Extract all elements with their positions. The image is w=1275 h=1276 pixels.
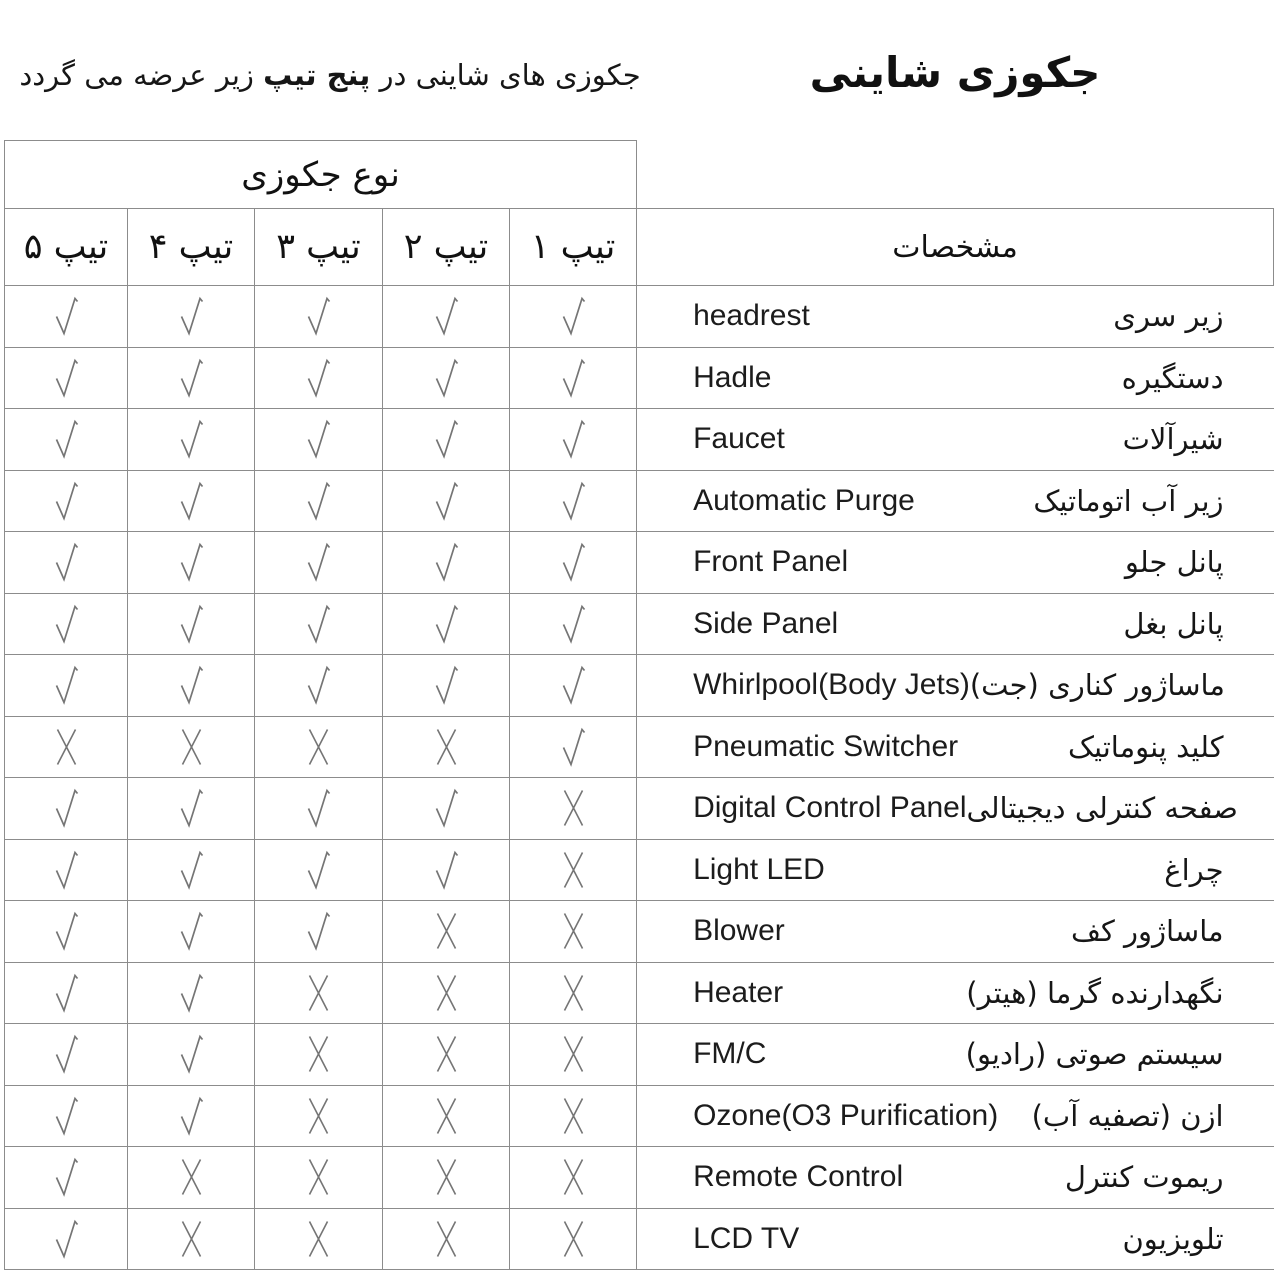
check-icon [178, 602, 205, 646]
availability-cell-type5 [5, 655, 128, 717]
cross-icon [178, 725, 205, 769]
feature-cell [637, 1024, 1274, 1086]
feature-cell-inner [637, 1037, 1274, 1071]
availability-cell-type5 [5, 962, 128, 1024]
availability-cell-type5 [5, 1024, 128, 1086]
feature-cell-inner [637, 914, 1274, 948]
feature-name-fa: زیر آب اتوماتیک [1033, 483, 1224, 518]
check-icon [433, 479, 460, 523]
cross-icon [560, 848, 587, 892]
check-icon [53, 971, 80, 1015]
availability-cell-type4 [128, 962, 255, 1024]
availability-cell-type3 [255, 901, 383, 963]
check-icon [560, 540, 587, 584]
feature-name-en: Ozone(O3 Purification) [693, 1098, 999, 1132]
feature-cell [637, 778, 1274, 840]
check-icon [433, 294, 460, 338]
cross-icon [433, 1032, 460, 1076]
table-row [5, 655, 1274, 717]
availability-cell-type5 [5, 901, 128, 963]
availability-cell-type3 [255, 962, 383, 1024]
table-row [5, 716, 1274, 778]
cross-icon [433, 1094, 460, 1138]
feature-name-fa: چراغ [1164, 852, 1224, 887]
table-row [5, 1085, 1274, 1147]
availability-cell-type5 [5, 532, 128, 594]
feature-cell [637, 655, 1274, 717]
check-icon [53, 1032, 80, 1076]
feature-cell [637, 716, 1274, 778]
availability-cell-type3 [255, 347, 383, 409]
cross-icon [433, 725, 460, 769]
feature-cell-inner [637, 422, 1274, 456]
column-header-row [5, 209, 1274, 286]
feature-name-fa: ماساژور کف [1071, 914, 1224, 949]
cross-icon [560, 909, 587, 953]
check-icon [433, 786, 460, 830]
feature-name-en: Light LED [693, 852, 825, 886]
availability-cell-type4 [128, 716, 255, 778]
availability-cell-type5 [5, 409, 128, 471]
type-header-type1: تیپ ۱ [510, 209, 637, 286]
availability-cell-type3 [255, 470, 383, 532]
availability-cell-type1 [510, 347, 637, 409]
feature-cell-inner [637, 545, 1274, 579]
check-icon [305, 294, 332, 338]
availability-cell-type4 [128, 901, 255, 963]
feature-name-fa: ریموت کنترل [1064, 1160, 1224, 1195]
check-icon [178, 786, 205, 830]
cross-icon [560, 1155, 587, 1199]
availability-cell-type4 [128, 1085, 255, 1147]
check-icon [433, 356, 460, 400]
check-icon [560, 725, 587, 769]
check-icon [178, 1094, 205, 1138]
feature-name-fa: تلویزیون [1122, 1221, 1224, 1256]
availability-cell-type2 [383, 1024, 510, 1086]
availability-cell-type5 [5, 593, 128, 655]
feature-cell [637, 409, 1274, 471]
availability-cell-type2 [383, 839, 510, 901]
availability-cell-type4 [128, 409, 255, 471]
feature-cell [637, 962, 1274, 1024]
check-icon [178, 1032, 205, 1076]
table-row [5, 470, 1274, 532]
availability-cell-type1 [510, 962, 637, 1024]
availability-cell-type1 [510, 532, 637, 594]
cross-icon [560, 1032, 587, 1076]
availability-cell-type5 [5, 839, 128, 901]
availability-cell-type1 [510, 1147, 637, 1209]
group-header-row [5, 141, 1274, 209]
availability-cell-type3 [255, 839, 383, 901]
cross-icon [560, 1094, 587, 1138]
availability-cell-type3 [255, 1024, 383, 1086]
availability-cell-type2 [383, 778, 510, 840]
specs-header-cell: مشخصات [637, 209, 1274, 286]
check-icon [53, 356, 80, 400]
cross-icon [305, 1155, 332, 1199]
feature-name-fa: شیرآلات [1122, 422, 1224, 457]
availability-cell-type5 [5, 716, 128, 778]
table-row [5, 962, 1274, 1024]
feature-name-en: Heater [693, 975, 784, 1009]
availability-cell-type2 [383, 716, 510, 778]
check-icon [53, 848, 80, 892]
availability-cell-type2 [383, 470, 510, 532]
availability-cell-type1 [510, 1024, 637, 1086]
availability-cell-type5 [5, 778, 128, 840]
feature-name-en: FM/C [693, 1037, 767, 1071]
availability-cell-type5 [5, 347, 128, 409]
type-header-type5: تیپ ۵ [5, 209, 128, 286]
cross-icon [560, 1217, 587, 1261]
availability-cell-type4 [128, 655, 255, 717]
check-icon [305, 479, 332, 523]
check-icon [178, 356, 205, 400]
availability-cell-type5 [5, 286, 128, 348]
check-icon [560, 294, 587, 338]
feature-cell [637, 470, 1274, 532]
check-icon [433, 602, 460, 646]
check-icon [305, 417, 332, 461]
feature-name-en: Automatic Purge [693, 483, 915, 517]
cross-icon [53, 725, 80, 769]
feature-cell-inner [637, 730, 1274, 764]
availability-cell-type3 [255, 716, 383, 778]
feature-cell-inner [637, 1099, 1274, 1133]
availability-cell-type2 [383, 593, 510, 655]
feature-name-fa: دستگیره [1121, 360, 1224, 395]
feature-cell [637, 839, 1274, 901]
availability-cell-type3 [255, 286, 383, 348]
feature-cell [637, 1085, 1274, 1147]
feature-cell [637, 286, 1274, 348]
feature-name-en: Remote Control [693, 1160, 904, 1194]
availability-cell-type1 [510, 470, 637, 532]
availability-cell-type3 [255, 1085, 383, 1147]
check-icon [178, 540, 205, 584]
check-icon [53, 786, 80, 830]
feature-name-fa: ماساژور کناری (جت) [969, 668, 1225, 703]
feature-cell-inner [637, 361, 1274, 395]
check-icon [178, 417, 205, 461]
cross-icon [178, 1155, 205, 1199]
feature-name-fa: سیستم صوتی (رادیو) [965, 1037, 1224, 1072]
availability-cell-type4 [128, 839, 255, 901]
check-icon [53, 417, 80, 461]
feature-name-en: Faucet [693, 422, 785, 456]
feature-name-en: Front Panel [693, 545, 849, 579]
feature-name-fa: نگهدارنده گرما (هیتر) [966, 975, 1224, 1010]
availability-cell-type3 [255, 409, 383, 471]
check-icon [305, 663, 332, 707]
phantom-cell [637, 141, 1274, 209]
feature-name-en: Hadle [693, 360, 772, 394]
feature-name-fa: پانل جلو [1124, 545, 1224, 580]
availability-cell-type2 [383, 962, 510, 1024]
check-icon [53, 663, 80, 707]
availability-cell-type5 [5, 1147, 128, 1209]
availability-cell-type2 [383, 655, 510, 717]
feature-name-fa: پانل بغل [1123, 606, 1224, 641]
availability-cell-type4 [128, 1147, 255, 1209]
availability-cell-type2 [383, 532, 510, 594]
feature-cell [637, 347, 1274, 409]
availability-cell-type2 [383, 1147, 510, 1209]
feature-name-fa: کلید پنوماتیک [1068, 729, 1224, 764]
availability-cell-type4 [128, 778, 255, 840]
availability-cell-type3 [255, 778, 383, 840]
availability-cell-type1 [510, 409, 637, 471]
feature-cell-inner [637, 1160, 1274, 1194]
check-icon [560, 417, 587, 461]
table-row [5, 778, 1274, 840]
table-row [5, 839, 1274, 901]
availability-cell-type4 [128, 532, 255, 594]
availability-cell-type2 [383, 286, 510, 348]
check-icon [305, 909, 332, 953]
availability-cell-type3 [255, 593, 383, 655]
check-icon [433, 417, 460, 461]
availability-cell-type1 [510, 901, 637, 963]
jacuzzi-types-table [4, 140, 1274, 1270]
cross-icon [433, 909, 460, 953]
feature-cell [637, 1147, 1274, 1209]
availability-cell-type4 [128, 470, 255, 532]
type-header-type2: تیپ ۲ [383, 209, 510, 286]
availability-cell-type1 [510, 716, 637, 778]
availability-cell-type1 [510, 286, 637, 348]
availability-cell-type4 [128, 347, 255, 409]
table-row [5, 901, 1274, 963]
table-row [5, 1147, 1274, 1209]
feature-cell-inner [637, 668, 1274, 702]
group-header-cell: نوع جکوزی [5, 141, 637, 209]
feature-cell-inner [637, 299, 1274, 333]
feature-cell [637, 1208, 1274, 1270]
type-header-type4: تیپ ۴ [128, 209, 255, 286]
check-icon [305, 356, 332, 400]
availability-cell-type3 [255, 532, 383, 594]
feature-cell-inner [637, 1222, 1274, 1256]
feature-name-en: Whirlpool(Body Jets) [693, 668, 970, 702]
table-row [5, 286, 1274, 348]
feature-cell [637, 593, 1274, 655]
check-icon [178, 294, 205, 338]
check-icon [178, 848, 205, 892]
availability-cell-type3 [255, 1208, 383, 1270]
availability-cell-type2 [383, 1208, 510, 1270]
availability-cell-type4 [128, 1024, 255, 1086]
check-icon [178, 971, 205, 1015]
availability-cell-type4 [128, 286, 255, 348]
feature-name-fa: صفحه کنترلی دیجیتالی [966, 791, 1238, 826]
check-icon [305, 602, 332, 646]
check-icon [53, 479, 80, 523]
check-icon [178, 479, 205, 523]
cross-icon [305, 1094, 332, 1138]
availability-cell-type2 [383, 901, 510, 963]
check-icon [305, 540, 332, 584]
check-icon [433, 848, 460, 892]
check-icon [53, 294, 80, 338]
feature-cell-inner [637, 484, 1274, 518]
check-icon [53, 540, 80, 584]
table-row [5, 1024, 1274, 1086]
subtitle-prefix: جکوزی های شاینی در [370, 58, 641, 92]
feature-cell-inner [637, 607, 1274, 641]
table-row [5, 347, 1274, 409]
cross-icon [305, 725, 332, 769]
feature-cell-inner [637, 791, 1274, 825]
availability-cell-type1 [510, 778, 637, 840]
check-icon [433, 663, 460, 707]
subtitle-suffix: زیر عرضه می گردد [19, 58, 264, 92]
feature-name-en: LCD TV [693, 1221, 800, 1255]
check-icon [53, 1155, 80, 1199]
check-icon [53, 602, 80, 646]
cross-icon [433, 1155, 460, 1199]
feature-cell [637, 532, 1274, 594]
check-icon [560, 479, 587, 523]
subtitle-bold: پنج تیپ [263, 58, 371, 92]
feature-name-fa: ازن (تصفیه آب) [1031, 1098, 1224, 1133]
cross-icon [305, 1217, 332, 1261]
feature-name-en: Pneumatic Switcher [693, 729, 959, 763]
check-icon [53, 1217, 80, 1261]
check-icon [178, 909, 205, 953]
check-icon [305, 848, 332, 892]
feature-name-fa: زیر سری [1113, 299, 1224, 334]
feature-cell [637, 901, 1274, 963]
table-row [5, 593, 1274, 655]
availability-cell-type1 [510, 593, 637, 655]
cross-icon [305, 971, 332, 1015]
availability-cell-type2 [383, 347, 510, 409]
availability-cell-type1 [510, 655, 637, 717]
feature-name-en: Side Panel [693, 606, 839, 640]
check-icon [53, 1094, 80, 1138]
cross-icon [305, 1032, 332, 1076]
table-row [5, 1208, 1274, 1270]
page-subtitle [5, 58, 655, 92]
check-icon [433, 540, 460, 584]
feature-name-en: Blower [693, 914, 785, 948]
availability-cell-type5 [5, 1208, 128, 1270]
availability-cell-type2 [383, 1085, 510, 1147]
availability-cell-type4 [128, 593, 255, 655]
availability-cell-type3 [255, 655, 383, 717]
cross-icon [560, 786, 587, 830]
cross-icon [178, 1217, 205, 1261]
availability-cell-type1 [510, 1085, 637, 1147]
check-icon [178, 663, 205, 707]
cross-icon [433, 971, 460, 1015]
table-body [5, 286, 1274, 1270]
cross-icon [433, 1217, 460, 1261]
availability-cell-type5 [5, 1085, 128, 1147]
feature-name-en: headrest [693, 299, 810, 333]
page-title: جکوزی شاینی [809, 48, 1101, 97]
check-icon [305, 786, 332, 830]
feature-cell-inner [637, 976, 1274, 1010]
feature-name-en: Digital Control Panel [693, 791, 967, 825]
availability-cell-type4 [128, 1208, 255, 1270]
table-row [5, 532, 1274, 594]
table-row [5, 409, 1274, 471]
cross-icon [560, 971, 587, 1015]
type-header-type3: تیپ ۳ [255, 209, 383, 286]
check-icon [560, 356, 587, 400]
check-icon [560, 663, 587, 707]
check-icon [53, 909, 80, 953]
check-icon [560, 602, 587, 646]
availability-cell-type1 [510, 1208, 637, 1270]
availability-cell-type2 [383, 409, 510, 471]
availability-cell-type5 [5, 470, 128, 532]
availability-cell-type3 [255, 1147, 383, 1209]
availability-cell-type1 [510, 839, 637, 901]
feature-cell-inner [637, 853, 1274, 887]
